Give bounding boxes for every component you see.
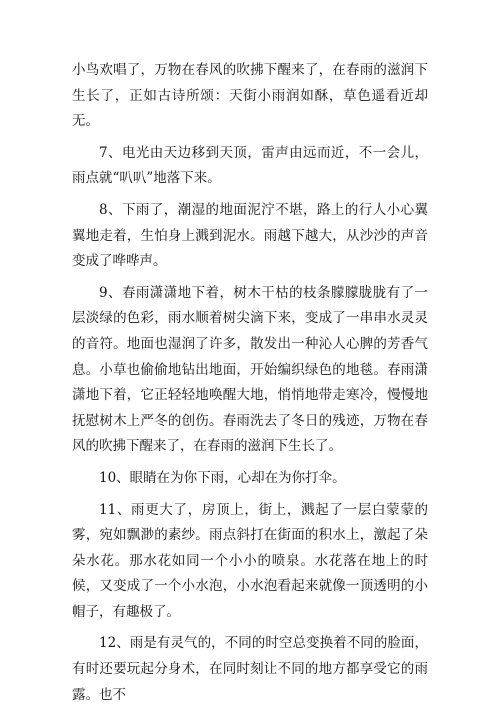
paragraph-intro: 小鸟欢唱了，万物在春风的吹拂下醒来了，在春雨的滋润下生长了，正如古诗所颂：天街小雨润如酥，草色遥看近却无。 xyxy=(72,62,428,130)
paragraph-12: 12、雨是有灵气的，不同的时空总变换着不同的脸面，有时还要玩起分身术，在同时刻让不同的地方都享受它的雨露。也不 xyxy=(72,635,428,703)
paragraph-11: 11、雨更大了，房顶上，街上，溅起了一层白蒙蒙的雾，宛如飘渺的素纱。雨点斜打在街面的积水上，激起了朵朵水花。那水花如同一个小小的喷泉。水花落在地上的时候，又变成了一个小水泡，小水泡看起来就像一顶透明的小帽子，有趣极了。 xyxy=(72,501,428,620)
paragraph-8: 8、下雨了，潮湿的地面泥泞不堪，路上的行人小心翼翼地走着，生怕身上溅到泥水。雨越下越大，从沙沙的声音变成了哗哗声。 xyxy=(72,201,428,270)
document-body xyxy=(72,58,428,714)
paragraph-9: 9、春雨潇潇地下着，树木干枯的枝条朦朦胧胧有了一层淡绿的色彩，雨水顺着树尖滴下来，变成了一串串水灵灵的音符。地面也湿润了许多，散发出一种沁人心脾的芳香气息。小草也偷偷地钻出地面，开始编织绿色的地毯。春雨潇潇地下着，它正轻轻地唤醒大地，悄悄地带走寒冷，慢慢地抚慰树木上严冬的创伤。春雨洗去了冬日的残迹，万物在春风的吹拂下醒来了，在春雨的滋润下生长了。 xyxy=(72,284,428,455)
paragraph-7: 7、电光由天边移到天顶，雷声由远而近，不一会儿，雨点就“叭叭”地落下来。 xyxy=(72,144,428,187)
paragraph-10: 10、眼睛在为你下雨，心却在为你打伞。 xyxy=(99,469,346,486)
